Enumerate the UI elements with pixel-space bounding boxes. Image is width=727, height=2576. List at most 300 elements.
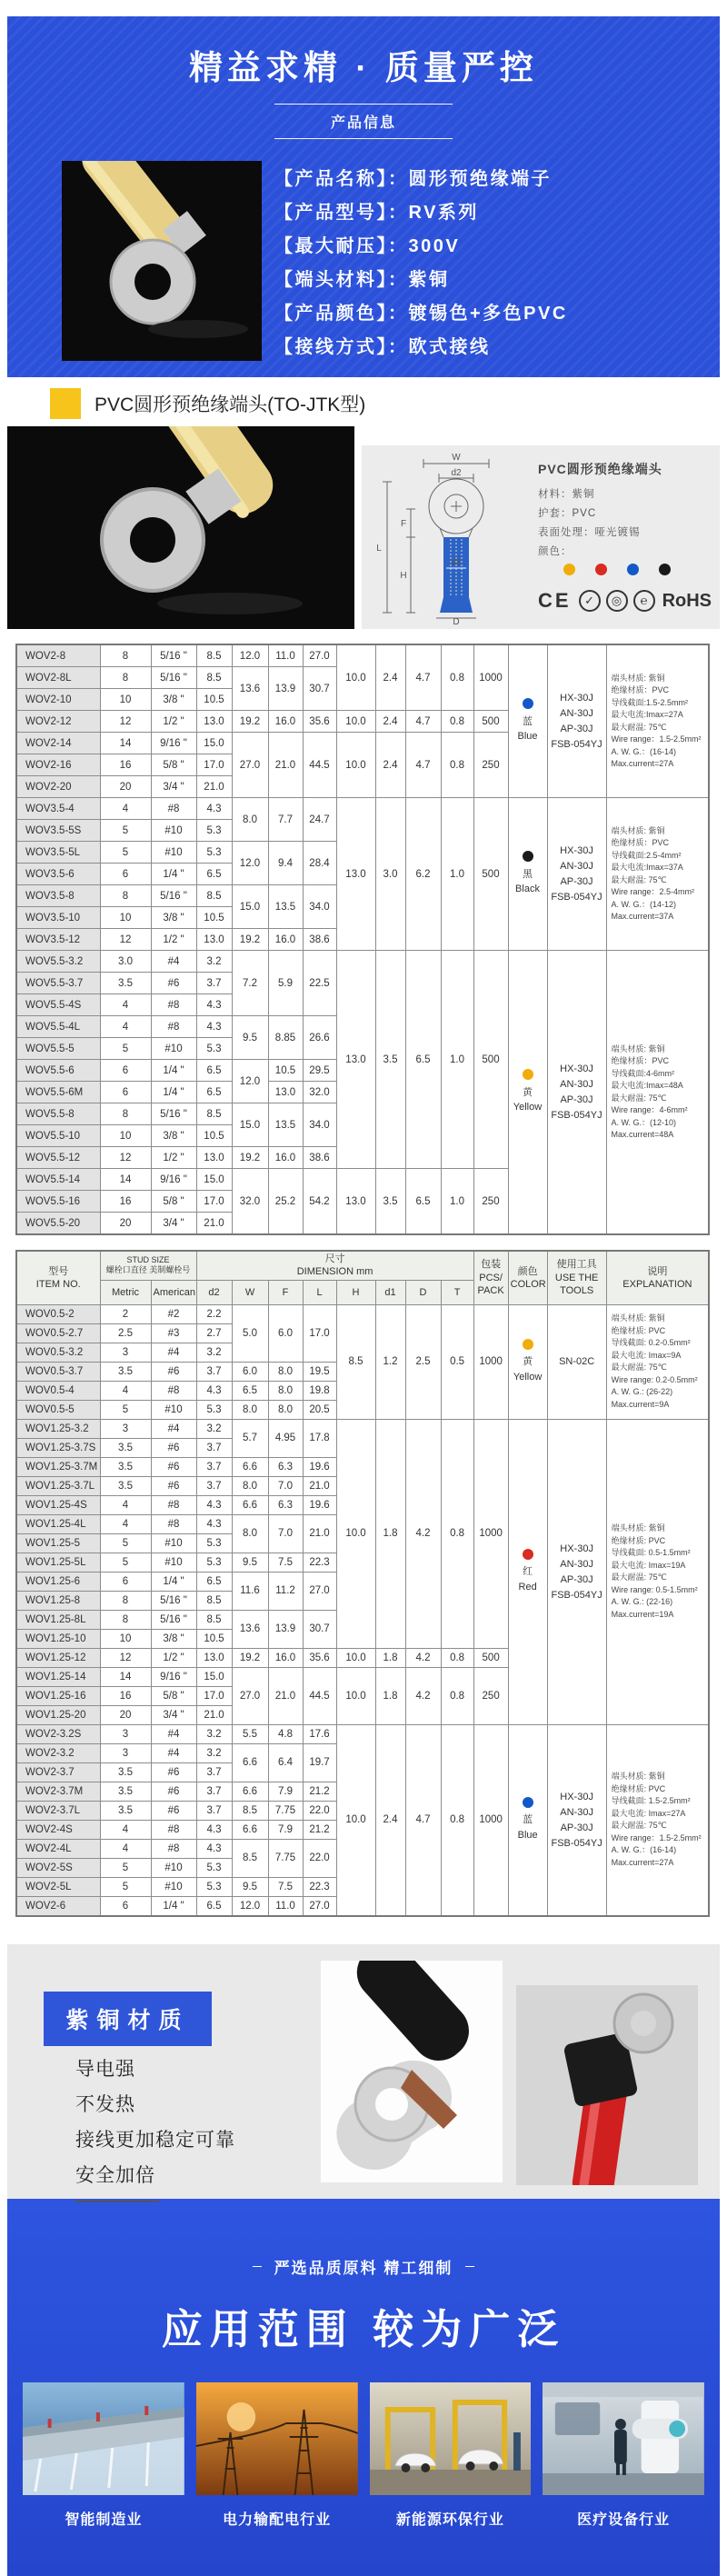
- table-cell: 3/8 ": [151, 1629, 196, 1648]
- product-row: [7, 426, 720, 629]
- product-photo: [62, 161, 262, 361]
- table-cell: 8.0: [268, 1400, 303, 1419]
- table-cell: 2.5: [405, 1304, 441, 1419]
- table-cell: 6.5: [405, 951, 441, 1169]
- table-cell: 4.2: [405, 1419, 441, 1648]
- model-cell: WOV2-3.7: [16, 1762, 100, 1782]
- terminal-photo-large: [7, 426, 354, 629]
- table-cell: #8: [151, 1495, 196, 1514]
- table-cell: 15.0: [196, 733, 232, 754]
- table-cell: 6.5: [196, 1572, 232, 1591]
- table-cell: 6: [100, 1896, 151, 1916]
- table-cell: 5: [100, 1877, 151, 1896]
- table-cell: 30.7: [303, 667, 336, 711]
- table-cell: 2.4: [375, 1724, 405, 1916]
- table-cell: 2.4: [375, 644, 405, 711]
- table-cell: 29.5: [303, 1060, 336, 1082]
- table-cell: 3.5: [100, 973, 151, 994]
- info-row-material: [274, 264, 568, 297]
- app-image-smart-manufacturing: [23, 2382, 184, 2495]
- color-dot: [523, 1339, 533, 1350]
- table-cell: 11.0: [268, 644, 303, 667]
- table-cell: 端头材质: 紫铜 绝缘材质: PVC 导线截面: 0.2-0.5mm² 最大电流: Imax=9A 最大耐温: 75℃ Wire range: 0.2-0.5mm² A. W. G.: (26-22) Max.current=9A: [606, 1304, 709, 1419]
- model-cell: WOV5.5-6M: [16, 1082, 100, 1103]
- table-cell: 3: [100, 1743, 151, 1762]
- model-cell: WOV5.5-3.2: [16, 951, 100, 973]
- table-cell: 13.0: [196, 711, 232, 733]
- table-cell: 6.6: [232, 1743, 268, 1782]
- info-value: 欧式接线: [408, 337, 491, 357]
- table-cell: 8: [100, 667, 151, 689]
- table-cell: 1000: [473, 1419, 508, 1648]
- table-cell: 3.0: [375, 798, 405, 951]
- model-cell: WOV5.5-14: [16, 1169, 100, 1191]
- table-cell: 13.9: [268, 667, 303, 711]
- model-cell: WOV5.5-20: [16, 1213, 100, 1235]
- model-cell: WOV3.5-8: [16, 885, 100, 907]
- table-cell: #10: [151, 1533, 196, 1553]
- rohs-mark: RoHS: [662, 590, 712, 611]
- table-cell: #8: [151, 1514, 196, 1533]
- table-cell: 500: [473, 711, 508, 733]
- table-cell: 1.0: [441, 951, 473, 1169]
- copper-badge: 紫铜材质: [44, 1992, 212, 2046]
- info-value: 紫铜: [408, 270, 450, 290]
- info-value: 镀锡色+多色PVC: [408, 304, 568, 324]
- table-cell: 8: [100, 1591, 151, 1610]
- power-pylon-art: [196, 2382, 358, 2495]
- color-cell: 红 Red: [508, 1419, 547, 1724]
- table-cell: #10: [151, 1038, 196, 1060]
- table-cell: 3.5: [100, 1476, 151, 1495]
- info-row-color: [274, 297, 568, 331]
- table-cell: 38.6: [303, 1147, 336, 1169]
- table-cell: 3.5: [100, 1457, 151, 1476]
- table-cell: 1.8: [375, 1648, 405, 1667]
- table-cell: 1.8: [375, 1419, 405, 1648]
- table-cell: 8.5: [196, 1610, 232, 1629]
- app-caption: 医疗设备行业: [577, 2511, 671, 2528]
- table-cell: #4: [151, 951, 196, 973]
- table-cell: 22.5: [303, 951, 336, 1016]
- table-cell: 6: [100, 1060, 151, 1082]
- table-cell: 7.5: [268, 1877, 303, 1896]
- table-cell: 32.0: [232, 1169, 268, 1235]
- model-cell: WOV2-4S: [16, 1820, 100, 1839]
- table-cell: 15.0: [196, 1667, 232, 1686]
- table-cell: 10.0: [336, 1724, 375, 1916]
- table-cell: 16: [100, 1191, 151, 1213]
- table-cell: 27.0: [232, 1667, 268, 1724]
- model-cell: WOV3.5-4: [16, 798, 100, 820]
- table-cell: 3.5: [375, 1169, 405, 1235]
- table-cell: 13.6: [232, 667, 268, 711]
- model-cell: WOV2-8L: [16, 667, 100, 689]
- app-caption: 电力输配电行业: [223, 2511, 332, 2528]
- table-cell: 44.5: [303, 733, 336, 798]
- table-cell: 1/4 ": [151, 1082, 196, 1103]
- section-head: [50, 387, 727, 420]
- model-cell: WOV5.5-10: [16, 1125, 100, 1147]
- table-cell: 4.3: [196, 1495, 232, 1514]
- table-cell: 13.5: [268, 1103, 303, 1147]
- table-cell: #6: [151, 1457, 196, 1476]
- tagline: 严选品质原料 精工细制: [274, 2259, 453, 2277]
- table-cell: 21.0: [268, 1667, 303, 1724]
- table-cell: 16: [100, 754, 151, 776]
- app-image-medical-equipment: [543, 2382, 704, 2495]
- table-cell: 4.7: [405, 711, 441, 733]
- page-title: 精益求精 · 质量严控: [189, 49, 538, 86]
- color-dot: [563, 564, 575, 575]
- table-cell: 1/4 ": [151, 1572, 196, 1591]
- table-cell: 3.7: [196, 1801, 232, 1820]
- table-cell: 6.6: [232, 1782, 268, 1801]
- table-cell: 8.0: [232, 1476, 268, 1495]
- table-cell: 13.5: [268, 885, 303, 929]
- model-cell: WOV5.5-4L: [16, 1016, 100, 1038]
- table-cell: 27.0: [303, 1572, 336, 1610]
- table-cell: 10.0: [336, 1667, 375, 1724]
- table-cell: 8.5: [196, 885, 232, 907]
- table-cell: 21.0: [268, 733, 303, 798]
- table-cell: 21.2: [303, 1820, 336, 1839]
- model-cell: WOV0.5-4: [16, 1381, 100, 1400]
- table-cell: #8: [151, 1381, 196, 1400]
- table-cell: #10: [151, 820, 196, 842]
- app-image-power-distribution: [196, 2382, 358, 2495]
- table-cell: 500: [473, 951, 508, 1169]
- table-cell: 13.9: [268, 1610, 303, 1648]
- table-cell: 3.7: [196, 973, 232, 994]
- table-cell: 11.0: [268, 1896, 303, 1916]
- table-cell: 13.0: [196, 1648, 232, 1667]
- table-cell: 1.8: [375, 1667, 405, 1724]
- table-cell: 20: [100, 776, 151, 798]
- info-label: 【接线方式】：: [274, 337, 409, 357]
- table-cell: 6.5: [196, 1082, 232, 1103]
- table-cell: #6: [151, 1801, 196, 1820]
- model-cell: WOV0.5-5: [16, 1400, 100, 1419]
- dim-label-l: L: [376, 544, 382, 554]
- info-label: 【产品颜色】：: [274, 304, 409, 324]
- table-cell: 1/4 ": [151, 1896, 196, 1916]
- table-cell: SN-02C: [547, 1304, 606, 1419]
- table-cell: H: [336, 1280, 375, 1304]
- table-cell: 22.3: [303, 1877, 336, 1896]
- table-cell: 21.2: [303, 1782, 336, 1801]
- product-info-badge: 产品信息: [274, 104, 453, 139]
- model-cell: WOV5.5-4S: [16, 994, 100, 1016]
- certification-row: [538, 589, 712, 613]
- dimension-table-small-series: [15, 1250, 710, 1917]
- table-cell: 12: [100, 711, 151, 733]
- table-cell: 型号 ITEM NO.: [16, 1251, 100, 1304]
- table-cell: 5.9: [268, 951, 303, 1016]
- table-cell: 5/16 ": [151, 1591, 196, 1610]
- table-cell: 44.5: [303, 1667, 336, 1724]
- color-cell: 黑 Black: [508, 798, 547, 951]
- model-cell: WOV2-4L: [16, 1839, 100, 1858]
- table-cell: 3.7: [196, 1476, 232, 1495]
- table-cell: 5: [100, 842, 151, 864]
- table-cell: HX-30J AN-30J AP-30J FSB-054YJ: [547, 951, 606, 1235]
- red-cable-art: [516, 1985, 698, 2185]
- table-cell: 7.2: [232, 951, 268, 1016]
- table-cell: 22.3: [303, 1553, 336, 1572]
- table-cell: 3/8 ": [151, 689, 196, 711]
- table-cell: 2.4: [375, 711, 405, 733]
- table-cell: 5: [100, 1038, 151, 1060]
- table-cell: 6.3: [268, 1457, 303, 1476]
- model-cell: WOV2-10: [16, 689, 100, 711]
- model-cell: WOV1.25-3.2: [16, 1419, 100, 1438]
- table-cell: 4: [100, 1820, 151, 1839]
- table-cell: 2.5: [100, 1323, 151, 1343]
- table-cell: 8.5: [336, 1304, 375, 1419]
- model-cell: WOV5.5-12: [16, 1147, 100, 1169]
- table-cell: 34.0: [303, 1103, 336, 1147]
- model-cell: WOV0.5-2.7: [16, 1323, 100, 1343]
- table-cell: 2.4: [375, 733, 405, 798]
- table-cell: 6.2: [405, 798, 441, 951]
- dam-art: [23, 2382, 184, 2495]
- info-value: 圆形预绝缘端子: [408, 169, 552, 189]
- table-cell: 22.0: [303, 1839, 336, 1877]
- table-cell: 16.0: [268, 1147, 303, 1169]
- spec-value: 紫铜: [572, 489, 595, 500]
- table-cell: 7.9: [268, 1782, 303, 1801]
- table-cell: 5.3: [196, 1038, 232, 1060]
- color-cell: 蓝 Blue: [508, 644, 547, 798]
- table-cell: HX-30J AN-30J AP-30J FSB-054YJ: [547, 1724, 606, 1916]
- color-dot: [659, 564, 671, 575]
- info-label: 【端头材料】：: [274, 270, 409, 290]
- table-cell: 19.6: [303, 1457, 336, 1476]
- table-cell: STUD SIZE 螺栓口直径 美制螺栓号: [100, 1251, 196, 1280]
- model-cell: WOV1.25-8: [16, 1591, 100, 1610]
- table-cell: 5.7: [232, 1419, 268, 1457]
- spec-label: 表面处理：: [538, 527, 595, 538]
- spec-title: PVC圆形预绝缘端头: [538, 462, 662, 476]
- table-cell: 10.5: [196, 907, 232, 929]
- model-cell: WOV3.5-6: [16, 864, 100, 885]
- table-cell: 3.5: [100, 1362, 151, 1381]
- table-cell: 11.6: [232, 1572, 268, 1610]
- table-cell: #6: [151, 1762, 196, 1782]
- table-cell: 12: [100, 1648, 151, 1667]
- table-cell: 6.6: [232, 1457, 268, 1476]
- table-cell: 17.0: [303, 1304, 336, 1362]
- table-cell: 19.2: [232, 1147, 268, 1169]
- model-cell: WOV1.25-3.7S: [16, 1438, 100, 1457]
- info-label: 【最大耐压】：: [274, 236, 409, 256]
- table-cell: 8.0: [232, 1514, 268, 1553]
- spec-material: [538, 485, 712, 504]
- table-cell: 24.7: [303, 798, 336, 842]
- table-cell: #6: [151, 1438, 196, 1457]
- model-cell: WOV3.5-5S: [16, 820, 100, 842]
- table-cell: 4.8: [268, 1724, 303, 1743]
- table-cell: 4.3: [196, 1514, 232, 1533]
- table-cell: 7.75: [268, 1839, 303, 1877]
- table-cell: 5.3: [196, 1400, 232, 1419]
- applications-section: [7, 2199, 720, 2576]
- table-cell: 10: [100, 1125, 151, 1147]
- table-cell: 10: [100, 689, 151, 711]
- color-dot: [523, 1797, 533, 1808]
- table-cell: 5.3: [196, 1553, 232, 1572]
- table-cell: 500: [473, 798, 508, 951]
- model-cell: WOV1.25-6: [16, 1572, 100, 1591]
- color-dot: [595, 564, 607, 575]
- table-cell: 9.5: [232, 1553, 268, 1572]
- table-cell: 3.5: [375, 951, 405, 1169]
- table-cell: 9.4: [268, 842, 303, 885]
- table-cell: 17.8: [303, 1419, 336, 1457]
- table-cell: 1000: [473, 1304, 508, 1419]
- table-cell: 13.0: [268, 1082, 303, 1103]
- table-cell: 3.2: [196, 1419, 232, 1438]
- table-cell: 16.0: [268, 1648, 303, 1667]
- table-cell: 4.2: [405, 1648, 441, 1667]
- table-cell: 12: [100, 929, 151, 951]
- model-cell: WOV1.25-3.7M: [16, 1457, 100, 1476]
- table-cell: F: [268, 1280, 303, 1304]
- table-cell: 4: [100, 1839, 151, 1858]
- table-cell: #8: [151, 1839, 196, 1858]
- table-cell: HX-30J AN-30J AP-30J FSB-054YJ: [547, 644, 606, 798]
- table-cell: T: [441, 1280, 473, 1304]
- dim-label-d1: d1: [451, 557, 462, 567]
- table-cell: 3.2: [196, 1743, 232, 1762]
- table-cell: 250: [473, 1667, 508, 1724]
- table-cell: 16.0: [268, 929, 303, 951]
- table-cell: 3/8 ": [151, 907, 196, 929]
- model-cell: WOV1.25-3.7L: [16, 1476, 100, 1495]
- table-cell: 8.0: [268, 1381, 303, 1400]
- spec-surface: [538, 524, 712, 543]
- info-row-wiring: [274, 331, 568, 364]
- table-cell: 端头材质: 紫铜 绝缘材质: PVC 导线截面: 0.5-1.5mm² 最大电流: Imax=19A 最大耐温: 75℃ Wire range: 0.5-1.5mm² A. W. G.: (22-16) Max.current=19A: [606, 1419, 709, 1724]
- table-cell: 250: [473, 733, 508, 798]
- table-cell: 15.0: [232, 1103, 268, 1147]
- table-cell: 0.8: [441, 644, 473, 711]
- color-dot-row: [563, 564, 712, 580]
- table-cell: 10.0: [336, 1419, 375, 1648]
- table-cell: 5.3: [196, 842, 232, 864]
- table-cell: #6: [151, 1476, 196, 1495]
- table-cell: 35.6: [303, 711, 336, 733]
- table-cell: 1/4 ": [151, 864, 196, 885]
- dim-label-d: D: [453, 617, 460, 625]
- table-cell: 5.3: [196, 1858, 232, 1877]
- table-cell: 10: [100, 1629, 151, 1648]
- table-cell: 7.75: [268, 1801, 303, 1820]
- table-cell: 8: [100, 885, 151, 907]
- table-cell: 13.6: [232, 1610, 268, 1648]
- table-cell: 6: [100, 864, 151, 885]
- table-cell: 10.0: [336, 711, 375, 733]
- model-cell: WOV1.25-8L: [16, 1610, 100, 1629]
- table-cell: 28.4: [303, 842, 336, 885]
- spec-label: 护套：: [538, 508, 573, 519]
- cert-badge-icon: ℮: [633, 590, 655, 612]
- dim-label-f: F: [400, 519, 407, 529]
- table-cell: 5: [100, 1533, 151, 1553]
- table-cell: 19.6: [303, 1495, 336, 1514]
- dim-label-d2: d2: [451, 468, 462, 478]
- table-cell: 4: [100, 1495, 151, 1514]
- table-cell: 7.5: [268, 1553, 303, 1572]
- table-cell: 9/16 ": [151, 733, 196, 754]
- table-cell: 6.5: [196, 864, 232, 885]
- table-cell: 15.0: [196, 1169, 232, 1191]
- table-cell: #8: [151, 1820, 196, 1839]
- table-cell: 8: [100, 644, 151, 667]
- table-cell: 19.7: [303, 1743, 336, 1782]
- app-caption: 新能源环保行业: [395, 2511, 504, 2528]
- table-cell: #6: [151, 1782, 196, 1801]
- color-dot: [523, 851, 533, 862]
- copper-photo-red-cable: [516, 1985, 698, 2190]
- table-cell: 4: [100, 1514, 151, 1533]
- medical-room-art: [543, 2382, 704, 2495]
- table-cell: 颜色 COLOR: [508, 1251, 547, 1304]
- table-cell: 8.5: [196, 644, 232, 667]
- table-cell: 6: [100, 1572, 151, 1591]
- table-cell: 8.5: [196, 667, 232, 689]
- copper-bullet: 安全加倍: [75, 2164, 155, 2186]
- table-cell: 54.2: [303, 1169, 336, 1235]
- table-cell: 0.8: [441, 711, 473, 733]
- spec-text: [538, 445, 712, 629]
- table-cell: 10.5: [196, 1125, 232, 1147]
- table-cell: 6.3: [268, 1495, 303, 1514]
- model-cell: WOV5.5-16: [16, 1191, 100, 1213]
- table-cell: 4.3: [196, 1839, 232, 1858]
- copper-section: [7, 1944, 720, 2199]
- table-cell: 13.0: [336, 798, 375, 951]
- table-cell: 5.5: [232, 1724, 268, 1743]
- table-cell: 17.0: [196, 1686, 232, 1705]
- table-cell: 3.5: [100, 1782, 151, 1801]
- table-cell: 8.5: [196, 1103, 232, 1125]
- table-cell: 250: [473, 1169, 508, 1235]
- table-cell: 14: [100, 1169, 151, 1191]
- table-cell: HX-30J AN-30J AP-30J FSB-054YJ: [547, 1419, 606, 1724]
- table-cell: 21.0: [303, 1476, 336, 1495]
- table-cell: #4: [151, 1724, 196, 1743]
- table-cell: 6.5: [196, 1060, 232, 1082]
- model-cell: WOV1.25-4S: [16, 1495, 100, 1514]
- table-cell: 6.5: [196, 1896, 232, 1916]
- header-banner: [7, 16, 720, 377]
- table-cell: 2: [100, 1304, 151, 1323]
- table-cell: 1/2 ": [151, 711, 196, 733]
- applications-images: [23, 2382, 704, 2495]
- table-cell: 8: [100, 1103, 151, 1125]
- spec-label: 颜色：: [538, 546, 573, 557]
- table-cell: 19.2: [232, 711, 268, 733]
- table-cell: 3/8 ": [151, 1125, 196, 1147]
- table-cell: 34.0: [303, 885, 336, 929]
- table-cell: 7.7: [268, 798, 303, 842]
- table-cell: #8: [151, 994, 196, 1016]
- color-cell: 黄 Yellow: [508, 951, 547, 1235]
- table-cell: 17.0: [196, 1191, 232, 1213]
- table-cell: 8.0: [232, 798, 268, 842]
